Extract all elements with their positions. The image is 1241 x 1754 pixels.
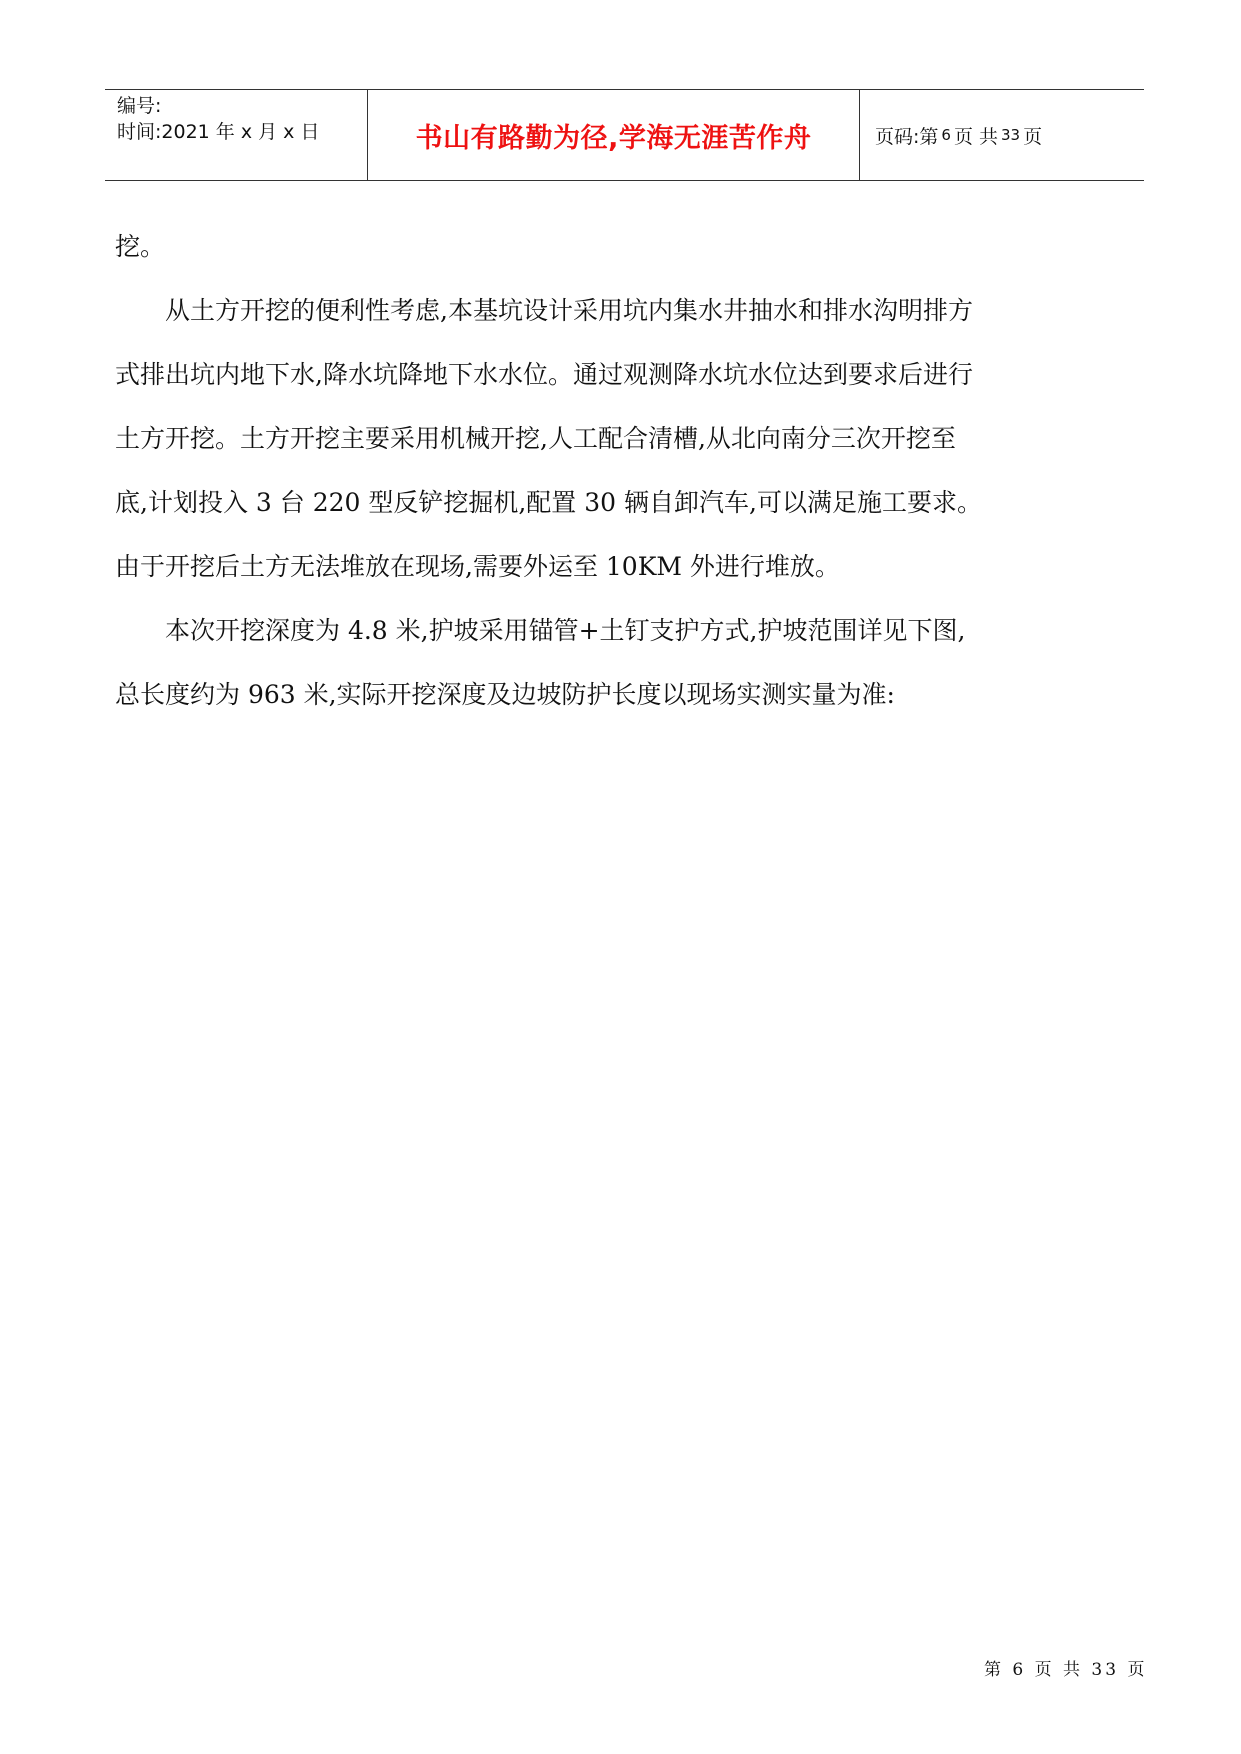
- document-body: [115, 215, 1135, 727]
- header-info-cell: [105, 90, 368, 180]
- page-current: 6: [941, 126, 951, 144]
- document-time-label: 时间:2021 年 x 月 x 日: [117, 121, 320, 143]
- body-line: 土方开挖。土方开挖主要采用机械开挖,人工配合清槽,从北向南分三次开挖至: [115, 424, 956, 453]
- body-line: 式排出坑内地下水,降水坑降地下水水位。通过观测降水坑水位达到要求后进行: [115, 360, 973, 389]
- header-motto-cell: [368, 90, 860, 180]
- body-line: 底,计划投入 3 台 220 型反铲挖掘机,配置 30 辆自卸汽车,可以满足施工要求。: [115, 488, 982, 517]
- page-prefix: 页码:第: [875, 125, 939, 148]
- page-footer: 第 6 页 共 33 页: [984, 1660, 1148, 1680]
- header-motto: 书山有路勤为径,学海无涯苦作舟: [415, 122, 812, 154]
- page-mid: 页 共: [953, 125, 998, 148]
- page-header: [105, 89, 1144, 181]
- body-line: 挖。: [115, 232, 166, 261]
- page-total: 33: [1001, 126, 1021, 144]
- body-line: 由于开挖后土方无法堆放在现场,需要外运至 10KM 外进行堆放。: [115, 552, 840, 581]
- body-line: 本次开挖深度为 4.8 米,护坡采用锚管+土钉支护方式,护坡范围详见下图,: [115, 616, 966, 645]
- header-page-cell: [860, 90, 1144, 180]
- body-line: 总长度约为 963 米,实际开挖深度及边坡防护长度以现场实测实量为准:: [115, 680, 895, 709]
- page-suffix: 页: [1023, 125, 1043, 148]
- body-line: 从土方开挖的便利性考虑,本基坑设计采用坑内集水井抽水和排水沟明排方: [115, 296, 973, 325]
- document-number-label: 编号:: [117, 95, 162, 117]
